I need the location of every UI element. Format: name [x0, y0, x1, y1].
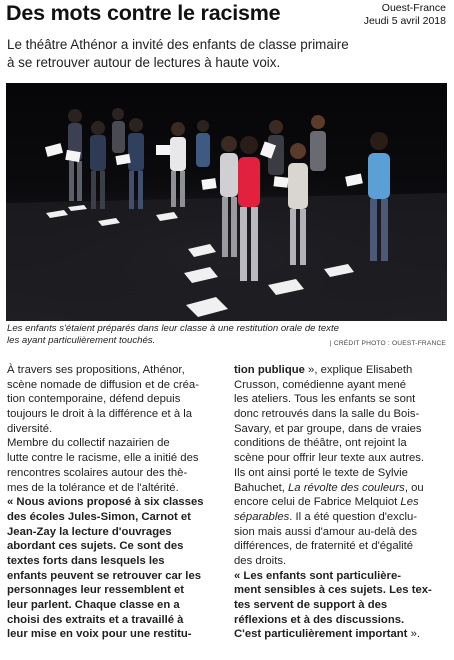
- article-text: scène nomade de diffusion et de créa-: [7, 378, 199, 391]
- article-line: [234, 436, 450, 451]
- photo-credit: | CRÉDIT PHOTO : OUEST-FRANCE: [329, 340, 446, 347]
- article-line: [234, 495, 450, 510]
- article-line: [7, 392, 223, 407]
- article-text: textes forts dans lesquels les: [7, 554, 165, 567]
- article-text: « Nous avions proposé à six classes: [7, 496, 204, 509]
- article-line: [7, 407, 223, 422]
- article-line: [7, 510, 223, 525]
- article-line: [7, 495, 223, 510]
- article-line: [7, 627, 223, 642]
- article-text: ment sensibles à ces sujets. Les tex-: [234, 584, 432, 597]
- article-text: Membre du collectif nazairien de: [7, 437, 170, 450]
- article-line: [7, 613, 223, 628]
- article-line: [234, 539, 450, 554]
- article-text-rest: , ou: [404, 481, 424, 494]
- article-text: Ils ont ainsi porté le texte de Sylvie: [234, 466, 408, 479]
- article-line: [234, 510, 450, 525]
- article-text-rest: », explique Elisabeth: [304, 364, 413, 376]
- article-line: [7, 583, 223, 598]
- article-line: [234, 378, 450, 393]
- article-text: C'est particulièrement important: [234, 628, 408, 641]
- article-line: [7, 525, 223, 540]
- lead-paragraph: [7, 36, 447, 72]
- article-photo: [6, 83, 447, 321]
- lead-line: à se retrouver autour de lectures à haute voix.: [7, 55, 281, 70]
- article-text-rest: ».: [407, 628, 420, 641]
- article-line: [234, 407, 450, 422]
- article-text: personnages leur ressemblent et: [7, 584, 185, 597]
- caption-line: Les enfants s'étaient préparés dans leur classe à une restitution orale de texte: [7, 323, 339, 334]
- article-line: [7, 554, 223, 569]
- article-text: les ateliers. Tous les enfants se sont: [234, 393, 416, 406]
- article-italic-title: Les: [400, 496, 419, 509]
- article-column-left: [7, 363, 223, 642]
- article-line: [7, 422, 223, 437]
- article-line: [7, 539, 223, 554]
- lead-line: Le théâtre Athénor a invité des enfants de classe primaire: [7, 37, 349, 52]
- stage-photo-illustration: [6, 83, 447, 321]
- article-line: [234, 363, 450, 378]
- article-line: [7, 363, 223, 378]
- article-text: encore celui de Fabrice Melquiot: [234, 496, 401, 509]
- article-line: [234, 466, 450, 481]
- article-line: [7, 466, 223, 481]
- article-text: scène pour offrir leur texte aux autres.: [234, 452, 425, 465]
- article-line: [234, 422, 450, 437]
- article-line: [234, 627, 450, 642]
- article-text: conditions de théâtre, ont rejoint la: [234, 437, 407, 450]
- publication-date: Jeudi 5 avril 2018: [363, 15, 446, 27]
- headline: Des mots contre le racisme: [6, 1, 281, 25]
- article-line: [7, 436, 223, 451]
- article-text: différences, de fraternité et d'égalité: [234, 540, 414, 553]
- article-line: [234, 569, 450, 584]
- article-text: rencontres scolaires autour des thè-: [7, 466, 188, 479]
- article-line: [7, 598, 223, 613]
- article-line: [234, 583, 450, 598]
- article-text: mes de la tolérance et de l'altérité.: [7, 481, 179, 494]
- article-line: [234, 613, 450, 628]
- article-line: [234, 554, 450, 569]
- article-line: [234, 392, 450, 407]
- article-text-rest: . Il a été question d'exclu-: [289, 510, 418, 523]
- article-text: sion mais aussi d'amour au-delà des: [234, 525, 418, 538]
- article-text: des droits.: [234, 554, 287, 567]
- article-text: des écoles Jules-Simon, Carnot et: [7, 510, 191, 523]
- article-text: lutte contre le racisme, elle a initié des: [7, 452, 199, 465]
- article-text: « Les enfants sont particulière-: [234, 569, 401, 582]
- article-line: [234, 525, 450, 540]
- article-text: choisi des extraits et a travaillé à: [7, 613, 184, 626]
- article-header: [0, 0, 454, 34]
- article-line: [7, 378, 223, 393]
- article-text: Bahuchet,: [234, 481, 289, 494]
- article-line: [7, 481, 223, 496]
- article-italic-title: La révolte des couleurs: [288, 481, 405, 494]
- article-text: toujours le droit à la différence et à la: [7, 408, 193, 421]
- article-text: À travers ses propositions, Athénor,: [7, 364, 185, 376]
- caption-line: les ayant particulièrement touchés.: [7, 335, 156, 346]
- article-text: Savary, et par groupe, dans de vraies: [234, 422, 422, 435]
- source-block: [364, 2, 446, 28]
- article-line: [234, 451, 450, 466]
- article-line: [7, 451, 223, 466]
- article-column-right: [234, 363, 450, 642]
- article-line: [234, 481, 450, 496]
- article-text: leur mise en voix pour une restitu-: [7, 628, 192, 641]
- article-italic-title: séparables: [234, 510, 290, 523]
- article-line: [7, 569, 223, 584]
- article-text: donc retrouvés dans la salle du Bois-: [234, 408, 420, 421]
- article-text: tion publique: [234, 364, 305, 376]
- article-text: leur parlent. Chaque classe en a: [7, 599, 180, 611]
- article-text: enfants peuvent se retrouver car les: [7, 569, 202, 582]
- article-text: tes servent de support à des: [234, 599, 388, 611]
- article-line: [234, 598, 450, 613]
- article-text: réflexions et à des discussions.: [234, 613, 405, 626]
- article-text: diversité.: [7, 422, 53, 435]
- article-text: tion contemporaine, défend depuis: [7, 393, 181, 406]
- article-text: Crusson, comédienne ayant mené: [234, 378, 407, 391]
- article-text: abordant ces sujets. Ce sont des: [7, 540, 184, 553]
- article-text: Jean-Zay la lecture d'ouvrages: [7, 525, 172, 538]
- newspaper-name: Ouest-France: [381, 2, 446, 14]
